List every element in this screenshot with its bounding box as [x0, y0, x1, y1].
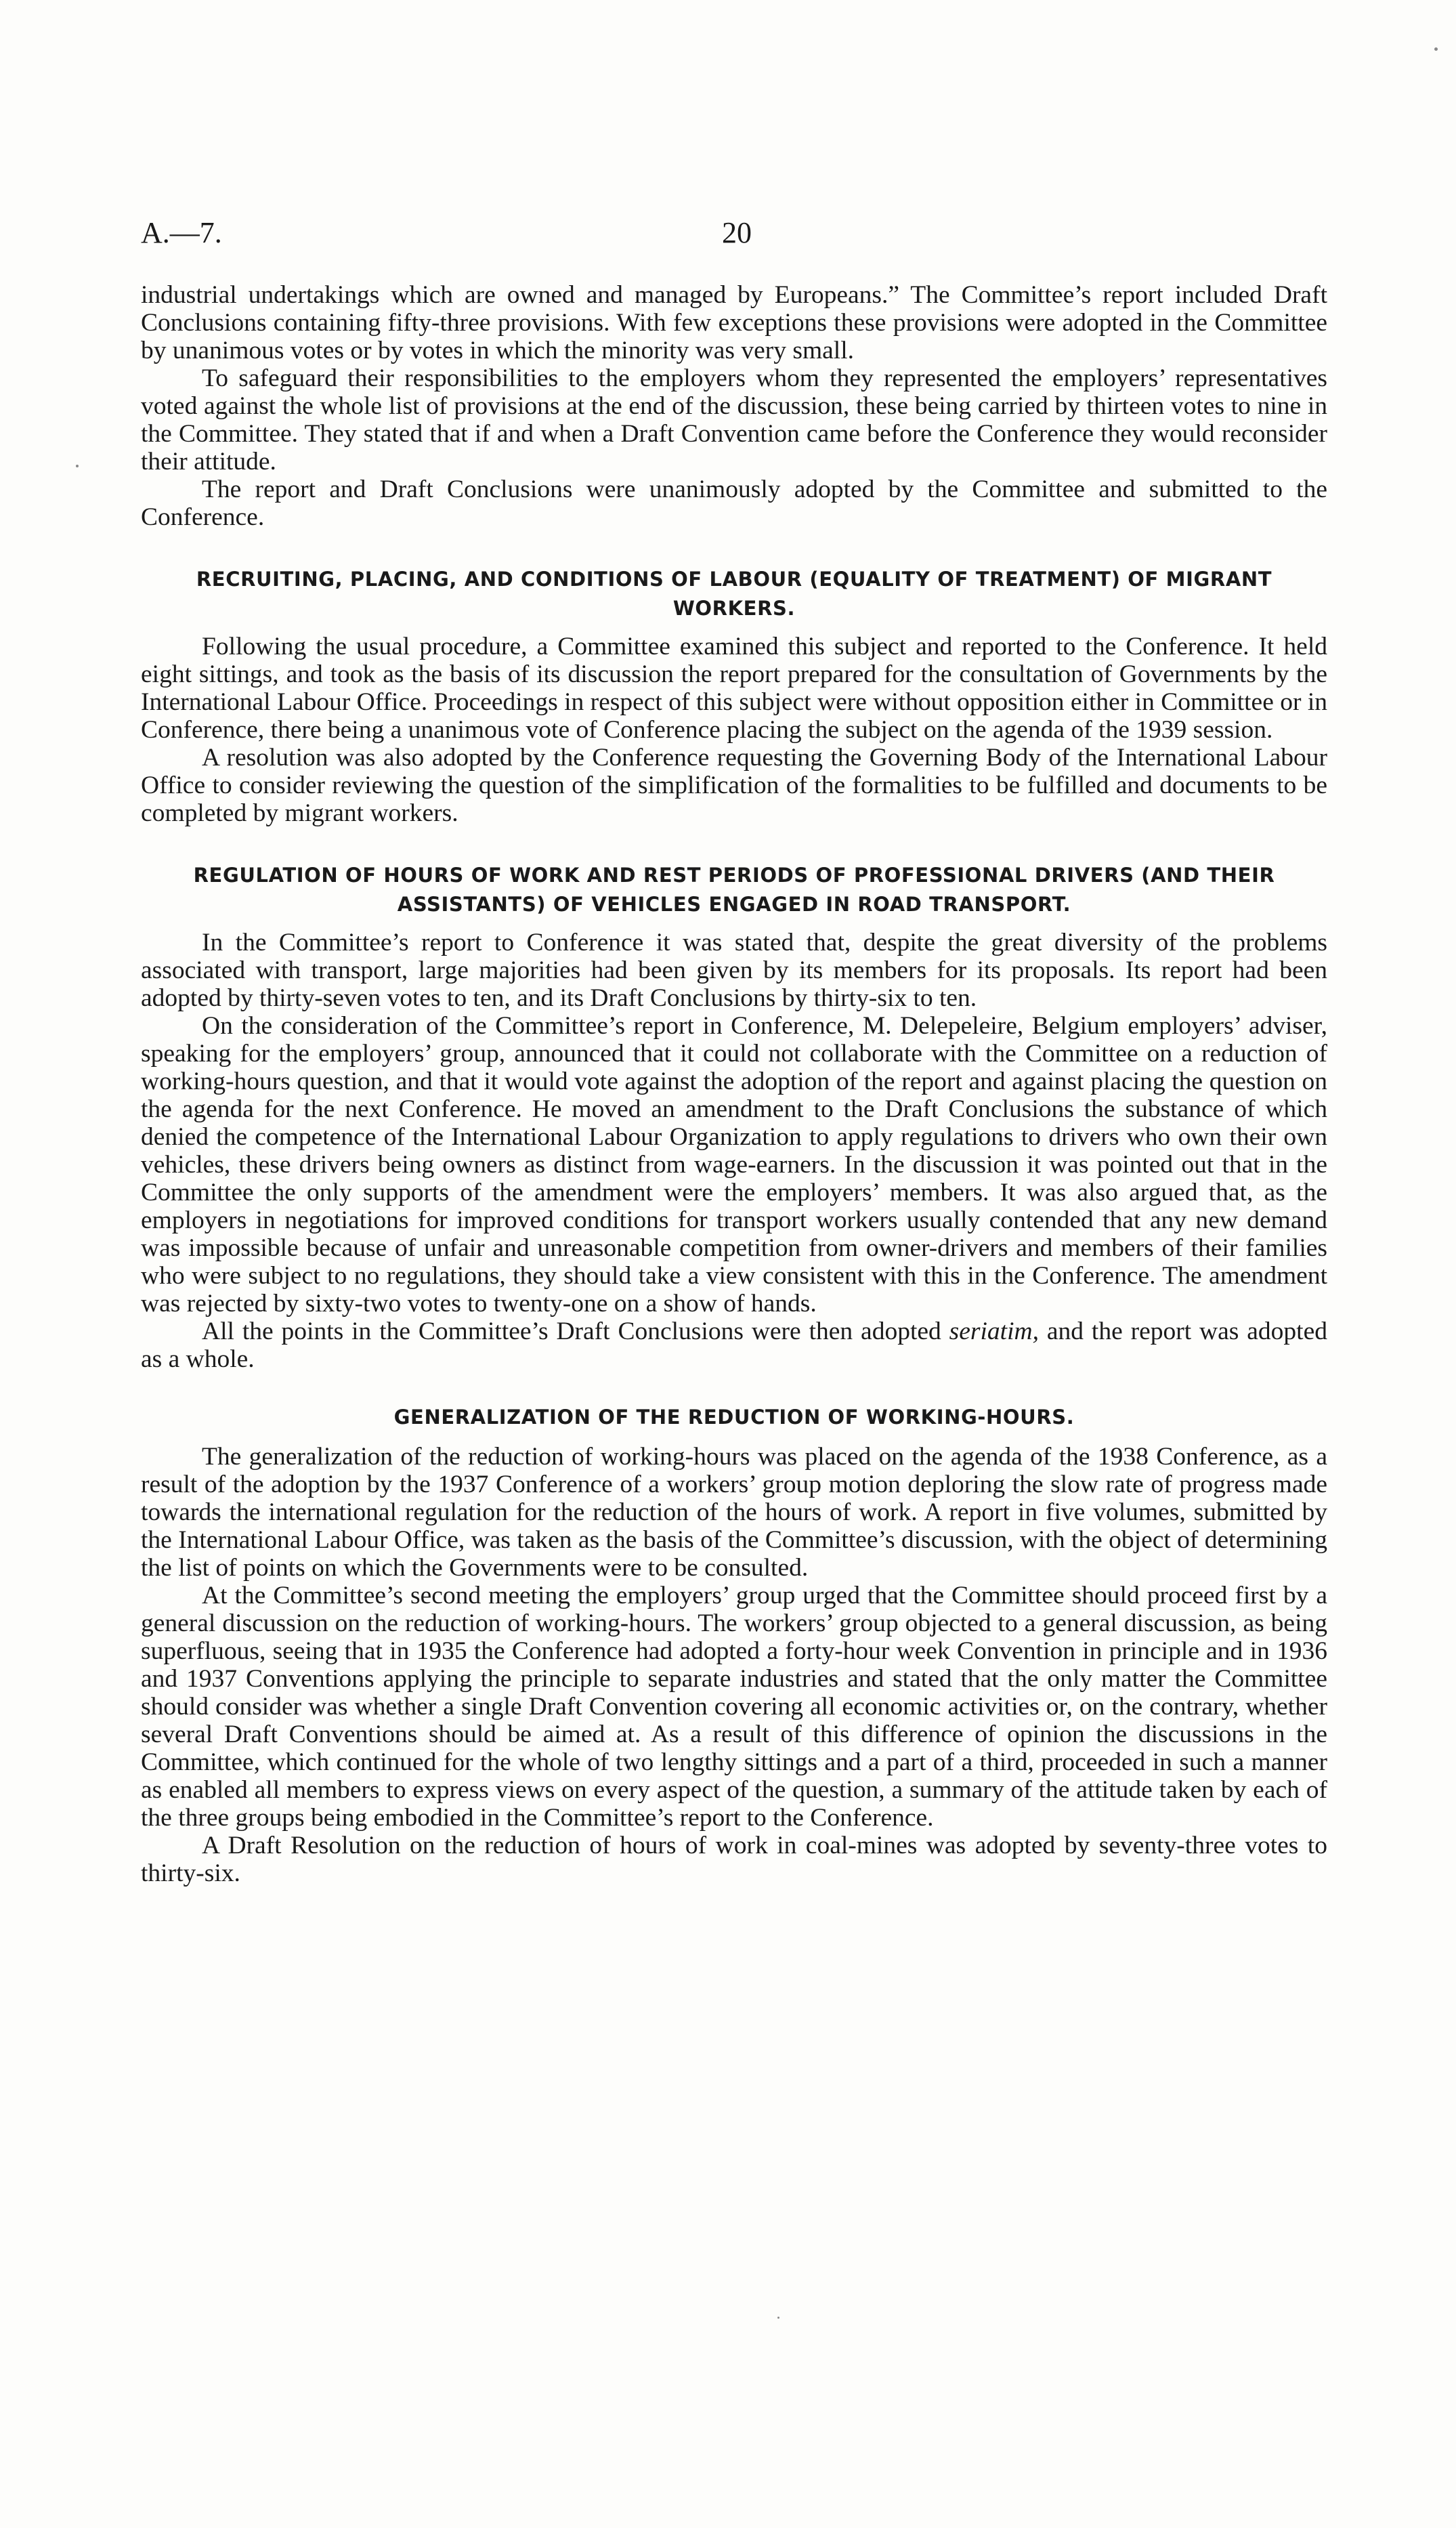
body-paragraph: The report and Draft Conclusions were unanimously adopted by the Committee and submitted to the Conference. — [141, 476, 1327, 531]
body-paragraph: On the consideration of the Committee’s report in Conference, M. Delepeleire, Belgium employers’ adviser, speaking for the employers’ group, announced that it could not collaborate with the Committee on a reduction of working-hours question, and that it would vote against the adoption of the report and against placing the question on the agenda for the next Conference. He moved an amendment to the Draft Conclusions the substance of which denied the competence of the International Labour Organization to apply regulations to drivers who own their own vehicles, these drivers being owners as distinct from wage-earners. In the discussion it was pointed out that in the Committee the only supports of the amendment were the employers’ members. It was also argued that, as the employers in negotiations for improved conditions for transport workers usually contended that any new demand was impossible because of unfair and unreasonable competition from owner-drivers and members of their families who were subject to no regulations, they should take a view consistent with this in the Conference. The amendment was rejected by sixty-two votes to twenty-one on a show of hands. — [141, 1012, 1327, 1318]
body-paragraph: To safeguard their responsibilities to the employers whom they represented the employers’ representatives voted against the whole list of provisions at the end of the discussion, these being carried by thirteen votes to nine in the Committee. They stated that if and when a Draft Convention came before the Conference they would reconsider their attitude. — [141, 364, 1327, 476]
body-paragraph: At the Committee’s second meeting the employers’ group urged that the Committee should proceed first by a general discussion on the reduction of working-hours. The workers’ group objected to a general discussion, as being superfluous, seeing that in 1935 the Conference had adopted a forty-hour week Convention in principle and in 1936 and 1937 Conventions applying the principle to separate industries and stated that the only matter the Committee should consider was whether a single Draft Convention covering all economic activities or, on the contrary, whether several Draft Conventions should be aimed at. As a result of this difference of opinion the discussions in the Committee, which continued for the whole of two lengthy sittings and a part of a third, proceeded in such a manner as enabled all members to express views on every aspect of the question, a summary of the attitude taken by each of the three groups being embodied in the Committee’s report to the Conference. — [141, 1582, 1327, 1832]
body-paragraph: In the Committee’s report to Conference it was stated that, despite the great diversity of the problems associated with transport, large majorities had been given by its members for its proposals. Its report had been adopted by thirty-seven votes to ten, and its Draft Conclusions by thirty-six to ten. — [141, 929, 1327, 1012]
page-number: 20 — [722, 216, 752, 249]
scan-speck — [777, 2317, 779, 2319]
scan-speck — [1434, 47, 1438, 51]
scan-speck — [76, 465, 79, 467]
body-paragraph: A resolution was also adopted by the Conference requesting the Governing Body of the International Labour Office to consider reviewing the question of the simplification of the formalities to be fulfilled and documents to be completed by migrant workers. — [141, 744, 1327, 827]
paragraph-text: and the report was adopted as a whole. — [141, 1318, 1327, 1373]
body-paragraph: industrial undertakings which are owned and managed by Europeans.” The Committee’s report included Draft Conclusions containing fifty-three provisions. With few exceptions these provisions were adopted in the Committee by unanimous votes or by votes in which the minority was very small. — [141, 281, 1327, 364]
body-paragraph: Following the usual procedure, a Committee examined this subject and reported to the Conference. It held eight sittings, and took as the basis of its discussion the report prepared for the consultation of Governments by the International Labour Office. Proceedings in respect of this subject were without opposition either in Committee or in Conference, there being a unanimous vote of Conference placing the subject on the agenda of the 1939 session. — [141, 633, 1327, 744]
body-paragraph: The generalization of the reduction of working-hours was placed on the agenda of the 1938 Conference, as a result of the adoption by the 1937 Conference of a workers’ group motion deploring the slow rate of progress made towards the international regulation for the reduction of the hours of work. A report in five volumes, submitted by the International Labour Office, was taken as the basis of the Committee’s discussion, with the object of determining the list of points on which the Governments were to be consulted. — [141, 1443, 1327, 1582]
section-heading-professional-drivers: REGULATION OF HOURS OF WORK AND REST PERIODS OF PROFESSIONAL DRIVERS (AND THEIR ASSISTANTS) OF VEHICLES ENGAGED IN ROAD TRANSPORT. — [193, 864, 1275, 916]
section-heading-migrant-workers: RECRUITING, PLACING, AND CONDITIONS OF LABOUR (EQUALITY OF TREATMENT) OF MIGRANT WORKERS. — [196, 568, 1272, 620]
page-body — [141, 281, 1327, 1887]
running-header — [141, 215, 1326, 256]
document-reference: A.—7. — [141, 216, 222, 249]
body-paragraph — [141, 1318, 1327, 1373]
italic-term: seriatim, — [949, 1318, 1039, 1345]
body-paragraph: A Draft Resolution on the reduction of hours of work in coal-mines was adopted by seventy-three votes to thirty-six. — [141, 1832, 1327, 1887]
paragraph-text: All the points in the Committee’s Draft Conclusions were then adopted — [202, 1318, 949, 1345]
section-heading-working-hours: GENERALIZATION OF THE REDUCTION OF WORKING-HOURS. — [393, 1406, 1075, 1429]
